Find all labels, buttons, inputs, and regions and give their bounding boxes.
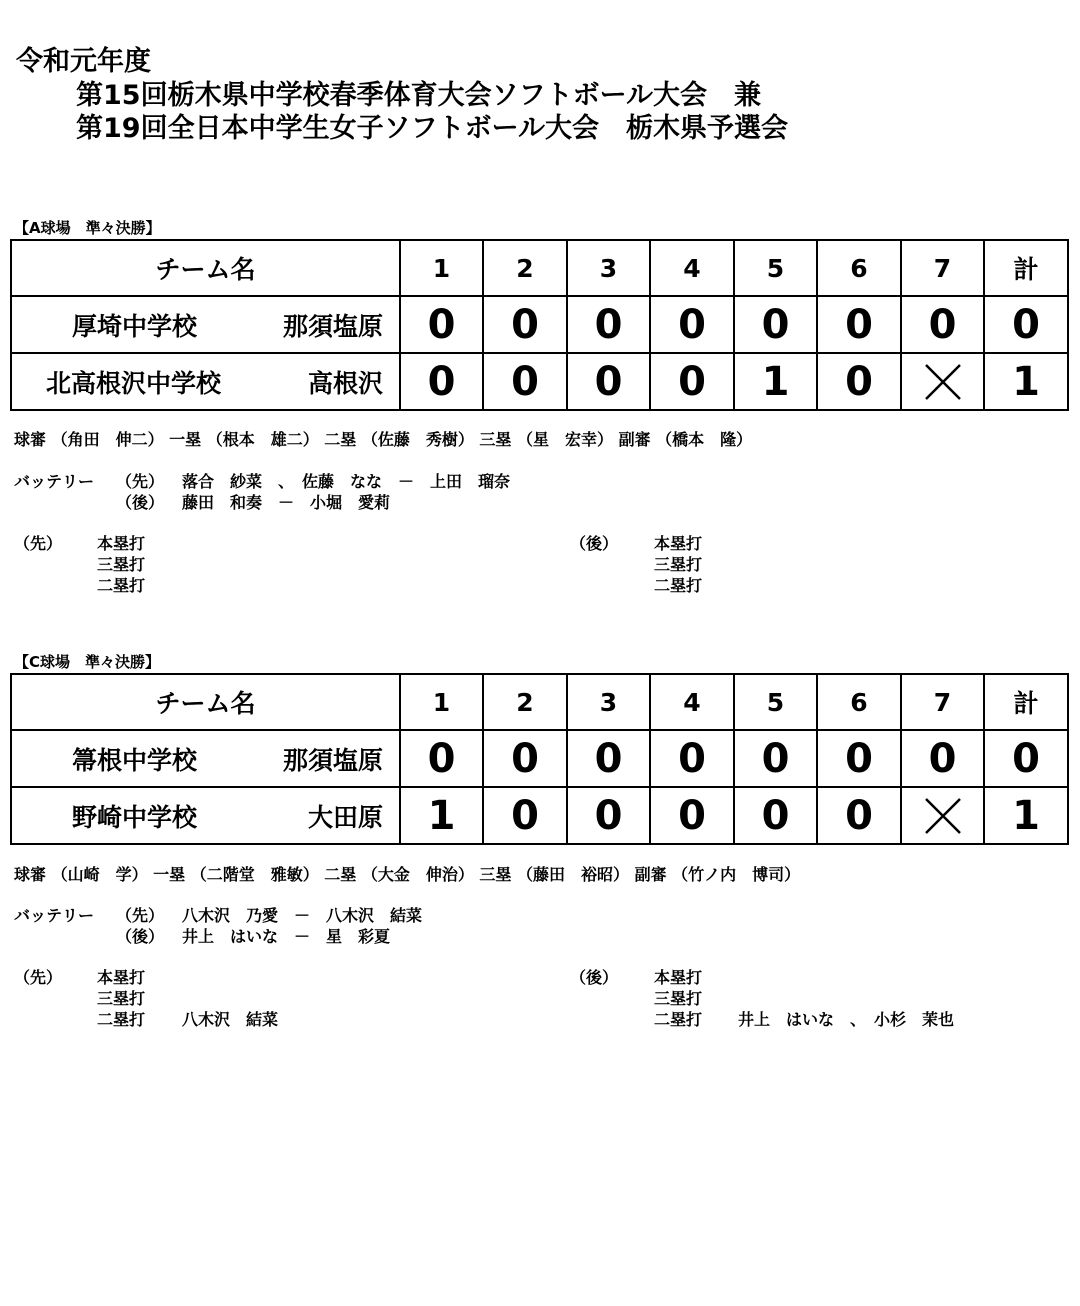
- inning-score: 0: [567, 730, 650, 787]
- battery-first: 八木沢 乃愛 － 八木沢 結菜: [182, 906, 423, 925]
- team-row: [11, 730, 1068, 787]
- home-run-label: 本塁打: [97, 534, 146, 553]
- inning-score: 0: [400, 730, 483, 787]
- hits-first-tag: （先）: [14, 534, 63, 553]
- first-double-hitters: 八木沢 結菜: [182, 1010, 279, 1029]
- hits-first-tag: （先）: [14, 968, 63, 987]
- inning-score: 0: [567, 787, 650, 844]
- inning-header: 5: [734, 674, 817, 730]
- home-run-label: 本塁打: [654, 968, 703, 987]
- inning-header: 3: [567, 240, 650, 296]
- double-label: 二塁打: [97, 1010, 146, 1029]
- inning-header: 1: [400, 674, 483, 730]
- team-city: 高根沢: [307, 368, 383, 398]
- game-a-umpires: 球審 （角田 伸二） 一塁 （根本 雄二） 二塁 （佐藤 秀樹） 三塁 （星 宏幸） 副審 （橋本 隆）: [14, 430, 753, 449]
- inning-score: 0: [817, 730, 901, 787]
- total-header: 計: [984, 674, 1068, 730]
- total-score: 1: [984, 787, 1068, 844]
- inning-score: 0: [483, 730, 567, 787]
- triple-label: 三塁打: [97, 989, 146, 1008]
- total-score: 0: [984, 730, 1068, 787]
- no-play-x-icon: [901, 353, 984, 410]
- inning-score: 0: [650, 730, 734, 787]
- game-a-label: 【A球場 準々決勝】: [14, 219, 161, 237]
- inning-score: 0: [400, 296, 483, 353]
- inning-score: 0: [734, 296, 817, 353]
- inning-header: 7: [901, 240, 984, 296]
- inning-score: 0: [650, 787, 734, 844]
- total-score: 1: [984, 353, 1068, 410]
- inning-score: 0: [483, 787, 567, 844]
- team-cell: [11, 296, 400, 353]
- team-name-header: チーム名: [11, 240, 400, 296]
- inning-score: 1: [734, 353, 817, 410]
- inning-score: 0: [650, 296, 734, 353]
- scoreboard-header-row: [11, 240, 1068, 296]
- team-row: [11, 787, 1068, 844]
- battery-first: 落合 紗菜 、 佐藤 なな － 上田 瑠奈: [182, 472, 511, 491]
- team-cell: [11, 730, 400, 787]
- triple-label: 三塁打: [654, 555, 703, 574]
- inning-score: 0: [817, 787, 901, 844]
- total-score: 0: [984, 296, 1068, 353]
- inning-header: 4: [650, 674, 734, 730]
- battery-second: 藤田 和奏 － 小堀 愛莉: [182, 493, 391, 512]
- inning-score: 0: [400, 353, 483, 410]
- battery-first-tag: （先）: [116, 472, 165, 491]
- inning-header: 3: [567, 674, 650, 730]
- game-a-scoreboard: [10, 239, 1069, 411]
- battery-second: 井上 はいな － 星 彩夏: [182, 927, 391, 946]
- inning-score: 1: [400, 787, 483, 844]
- triple-label: 三塁打: [97, 555, 146, 574]
- second-double-hitters: 井上 はいな 、 小杉 茉也: [738, 1010, 955, 1029]
- battery-label: バッテリー: [14, 472, 95, 491]
- inning-score: 0: [650, 353, 734, 410]
- inning-score: 0: [567, 353, 650, 410]
- inning-header: 7: [901, 674, 984, 730]
- team-name: 厚埼中学校: [72, 311, 198, 341]
- battery-second-tag: （後）: [116, 493, 165, 512]
- team-row: [11, 353, 1068, 410]
- inning-score: 0: [483, 353, 567, 410]
- inning-score: 0: [734, 787, 817, 844]
- inning-score: 0: [483, 296, 567, 353]
- team-name: 箒根中学校: [72, 745, 198, 775]
- battery-first-tag: （先）: [116, 906, 165, 925]
- inning-header: 6: [817, 674, 901, 730]
- team-row: [11, 296, 1068, 353]
- home-run-label: 本塁打: [654, 534, 703, 553]
- hits-second-tag: （後）: [570, 534, 619, 553]
- battery-second-tag: （後）: [116, 927, 165, 946]
- inning-header: 6: [817, 240, 901, 296]
- team-name-header: チーム名: [11, 674, 400, 730]
- inning-header: 2: [483, 674, 567, 730]
- team-name: 北高根沢中学校: [46, 368, 222, 398]
- team-city: 那須塩原: [282, 745, 383, 775]
- inning-score: 0: [734, 730, 817, 787]
- double-label: 二塁打: [97, 576, 146, 595]
- team-cell: [11, 353, 400, 410]
- scoreboard-header-row: [11, 674, 1068, 730]
- triple-label: 三塁打: [654, 989, 703, 1008]
- home-run-label: 本塁打: [97, 968, 146, 987]
- inning-score: 0: [901, 296, 984, 353]
- inning-score: 0: [817, 353, 901, 410]
- inning-score: 0: [567, 296, 650, 353]
- title-tournament-1: 第15回栃木県中学校春季体育大会ソフトボール大会 兼: [76, 80, 762, 111]
- double-label: 二塁打: [654, 1010, 703, 1029]
- total-header: 計: [984, 240, 1068, 296]
- double-label: 二塁打: [654, 576, 703, 595]
- inning-header: 5: [734, 240, 817, 296]
- inning-header: 1: [400, 240, 483, 296]
- team-city: 大田原: [307, 802, 383, 832]
- battery-label: バッテリー: [14, 906, 95, 925]
- inning-header: 2: [483, 240, 567, 296]
- team-city: 那須塩原: [282, 311, 383, 341]
- team-cell: [11, 787, 400, 844]
- inning-score: 0: [901, 730, 984, 787]
- game-c-label: 【C球場 準々決勝】: [14, 653, 161, 671]
- game-c-umpires: 球審 （山崎 学） 一塁 （二階堂 雅敏） 二塁 （大金 伸治） 三塁 （藤田 裕昭） 副審 （竹ノ内 博司）: [14, 865, 801, 884]
- no-play-x-icon: [901, 787, 984, 844]
- team-name: 野崎中学校: [72, 802, 198, 832]
- title-year: 令和元年度: [16, 46, 151, 77]
- inning-header: 4: [650, 240, 734, 296]
- inning-score: 0: [817, 296, 901, 353]
- hits-second-tag: （後）: [570, 968, 619, 987]
- game-c-scoreboard: [10, 673, 1069, 845]
- title-tournament-2: 第19回全日本中学生女子ソフトボール大会 栃木県予選会: [76, 113, 789, 144]
